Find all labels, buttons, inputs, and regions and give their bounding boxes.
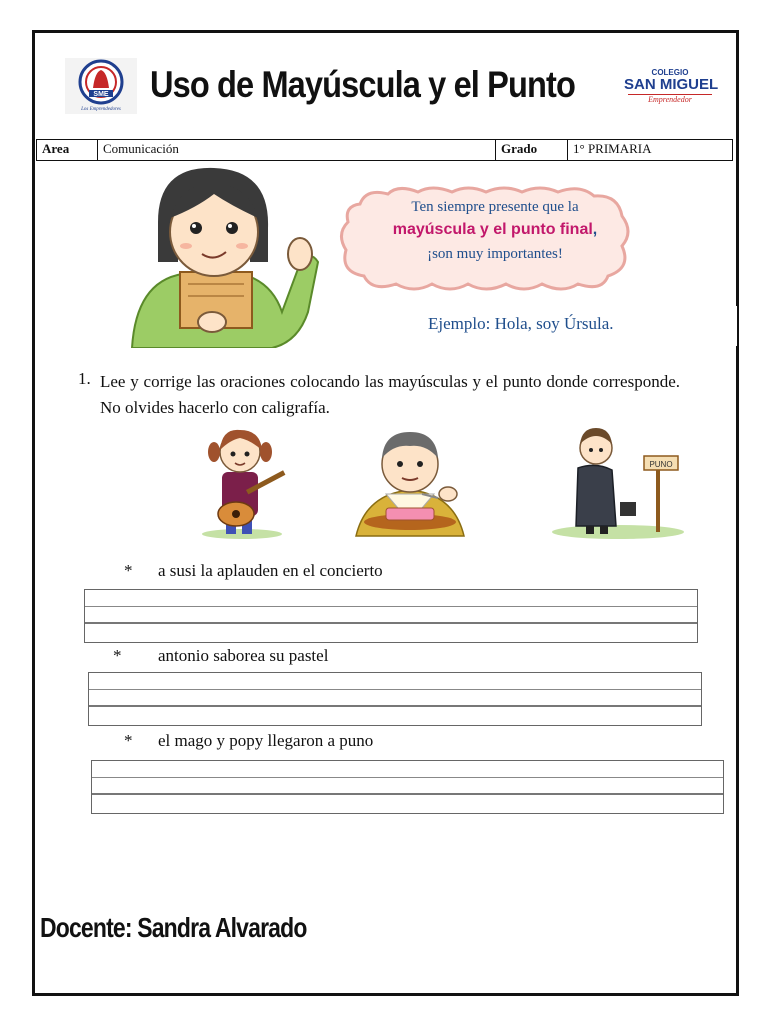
tip-line-2 — [345, 221, 645, 239]
logo-right-tagline: Emprendedor — [648, 95, 692, 104]
item-2-text: antonio saborea su pastel — [158, 646, 329, 665]
example-text: Ejemplo: Hola, soy Úrsula. — [428, 314, 614, 333]
area-value: Comunicación — [98, 140, 496, 160]
logo-left-tagline: Los Emprendedores — [81, 107, 121, 112]
tip-highlight: mayúscula y el punto final — [392, 221, 593, 238]
logo-left-initials: SME — [93, 91, 109, 98]
school-logo-right — [624, 68, 719, 112]
grade-label: Grado — [496, 140, 568, 160]
exercise-instruction: Lee y corrige las oraciones colocando las mayúsculas y el punto donde corresponde. No olvides hacerlo con caligrafía. — [100, 372, 680, 417]
item-3-writing-lines[interactable] — [91, 760, 724, 814]
item-3-text: el mago y popy llegaron a puno — [158, 731, 374, 750]
logo-right-colegio: COLEGIO — [651, 68, 689, 77]
item-3-bullet: * — [124, 731, 133, 750]
page-title: Uso de Mayúscula y el Punto — [150, 64, 575, 105]
item-1-writing-lines[interactable] — [84, 589, 698, 643]
grade-value: 1° PRIMARIA — [573, 141, 652, 156]
exercise-number: 1. — [78, 369, 91, 388]
tip-line-1: Ten siempre presente que la — [411, 199, 579, 215]
info-table — [36, 139, 733, 161]
right-margin-mark — [733, 306, 737, 346]
girl-illustration — [122, 162, 322, 348]
tip-line-3: ¡son muy importantes! — [427, 246, 563, 262]
logo-right-name: SAN MIGUEL — [624, 76, 719, 93]
boy-eating-illustration — [346, 424, 474, 538]
item-2-bullet: * — [113, 646, 122, 665]
item-1-bullet: * — [124, 561, 133, 580]
item-2-writing-lines[interactable] — [88, 672, 702, 726]
sign-text: PUNO — [649, 460, 673, 469]
area-label: Area — [37, 140, 98, 160]
school-logo-left — [65, 58, 137, 114]
tip-comma: , — [592, 221, 598, 238]
teacher-name: Docente: Sandra Alvarado — [40, 912, 307, 943]
magician-illustration — [548, 422, 688, 540]
guitar-girl-illustration — [190, 422, 294, 540]
item-1-text: a susi la aplauden en el concierto — [158, 561, 383, 580]
